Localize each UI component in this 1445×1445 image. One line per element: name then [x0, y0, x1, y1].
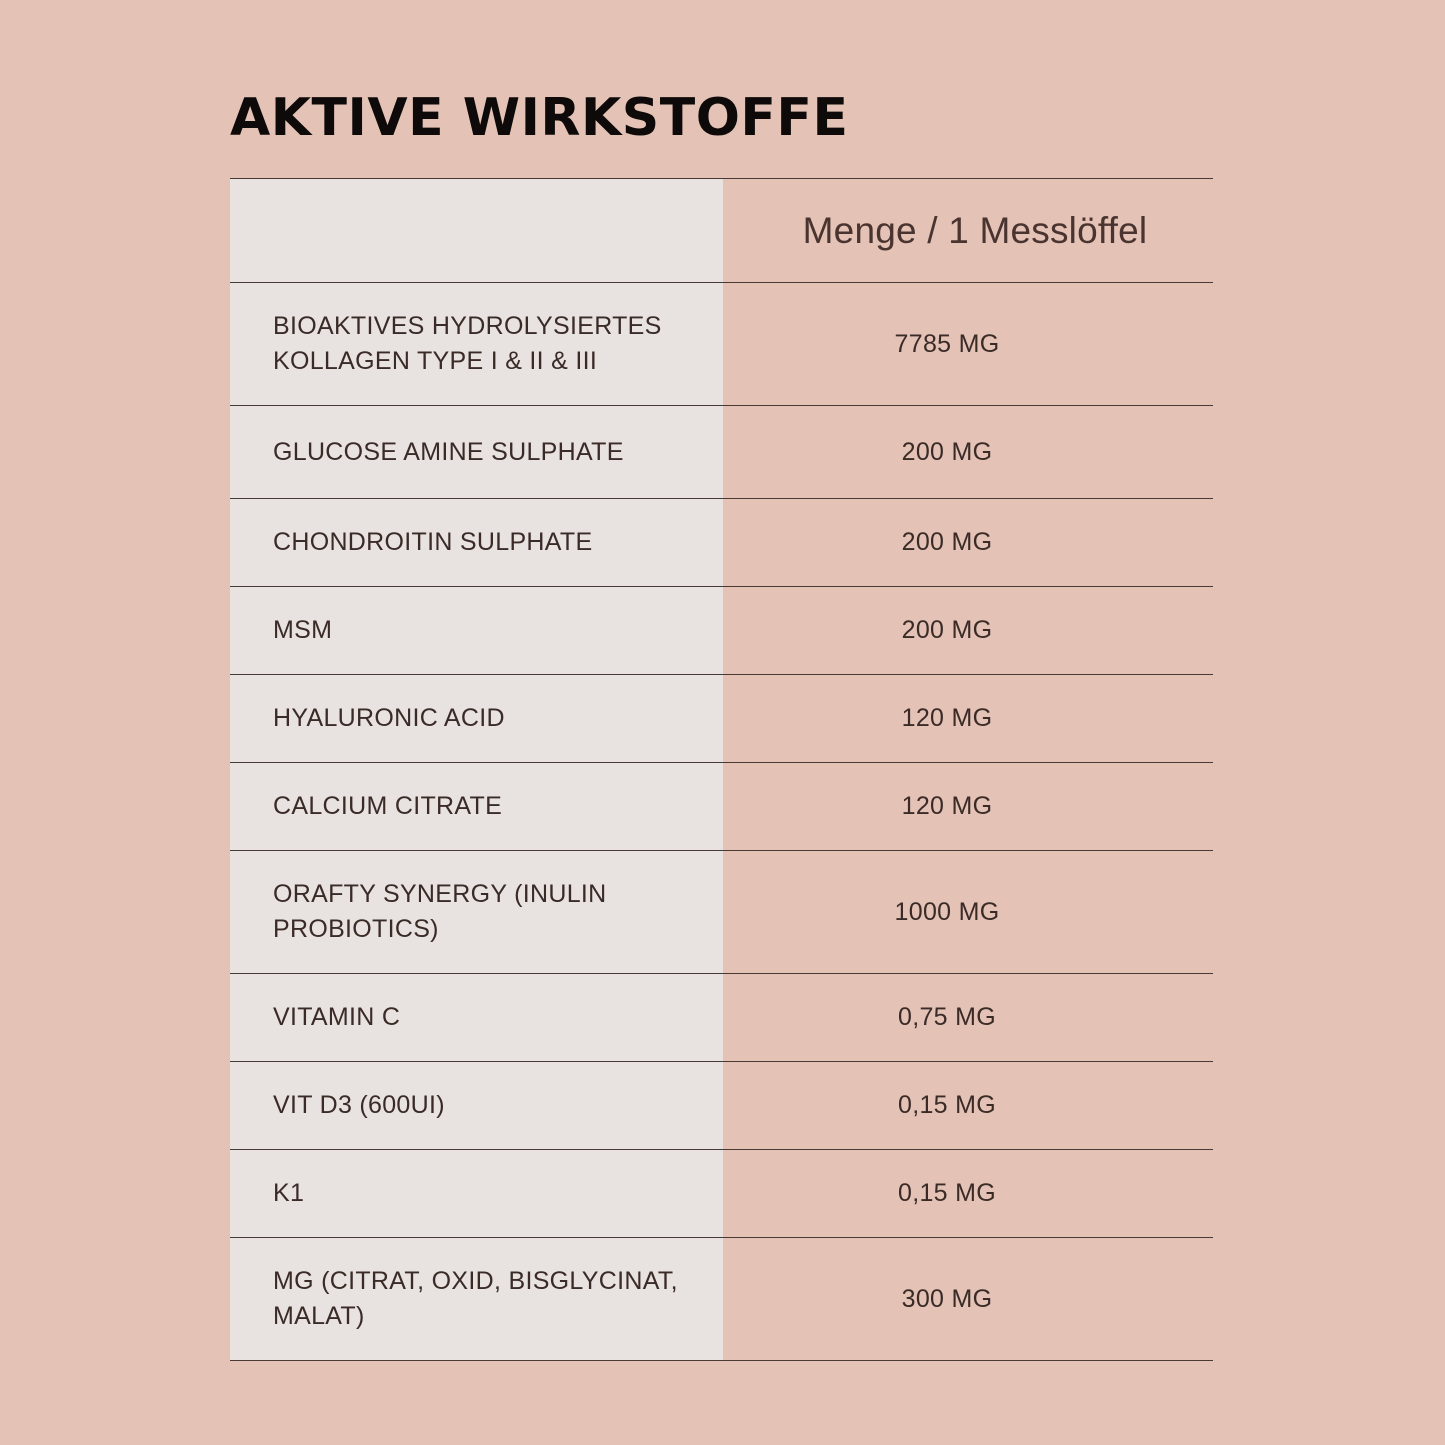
header-ingredient-cell	[230, 179, 723, 282]
ingredient-amount: 200 MG	[901, 437, 993, 466]
ingredient-amount: 200 MG	[901, 528, 993, 556]
ingredient-name: GLUCOSE AMINE SULPHATE	[230, 406, 723, 498]
ingredient-amount: 200 MG	[901, 616, 993, 644]
ingredient-amount: 300 MG	[901, 1284, 993, 1313]
ingredient-amount: 120 MG	[901, 792, 993, 820]
ingredient-name: VIT D3 (600UI)	[230, 1062, 723, 1149]
ingredient-name: HYALURONIC ACID	[230, 675, 723, 762]
ingredient-amount: 120 MG	[901, 704, 993, 732]
header-amount-cell: Menge / 1 Messlöffel	[802, 209, 1148, 251]
ingredient-name: ORAFTY SYNERGY (INULIN PROBIOTICS)	[230, 851, 723, 973]
ingredient-name: MSM	[230, 587, 723, 674]
page-title: AKTIVE WIRKSTOFFE	[230, 88, 849, 148]
table-row	[230, 675, 1213, 763]
table-row	[230, 283, 1213, 406]
ingredient-amount: 1000 MG	[894, 897, 1000, 926]
table-row	[230, 763, 1213, 851]
ingredient-amount: 7785 MG	[894, 329, 1000, 358]
table-row	[230, 1238, 1213, 1361]
table-row	[230, 1062, 1213, 1150]
table-row	[230, 406, 1213, 499]
table-row	[230, 499, 1213, 587]
ingredient-name: BIOAKTIVES HYDROLYSIERTES KOLLAGEN TYPE I & II & III	[230, 283, 723, 405]
ingredient-name: CHONDROITIN SULPHATE	[230, 499, 723, 586]
table-row	[230, 851, 1213, 974]
ingredient-name: K1	[230, 1150, 723, 1237]
ingredient-amount: 0,15 MG	[898, 1091, 996, 1119]
table-header-row	[230, 178, 1213, 283]
ingredient-name: MG (CITRAT, OXID, BISGLYCINAT, MALAT)	[230, 1238, 723, 1360]
ingredients-table	[230, 178, 1213, 1361]
table-row	[230, 587, 1213, 675]
ingredient-name: VITAMIN C	[230, 974, 723, 1061]
table-row	[230, 974, 1213, 1062]
ingredient-amount: 0,75 MG	[898, 1003, 996, 1031]
ingredient-name: CALCIUM CITRATE	[230, 763, 723, 850]
table-row	[230, 1150, 1213, 1238]
ingredient-amount: 0,15 MG	[898, 1179, 996, 1207]
